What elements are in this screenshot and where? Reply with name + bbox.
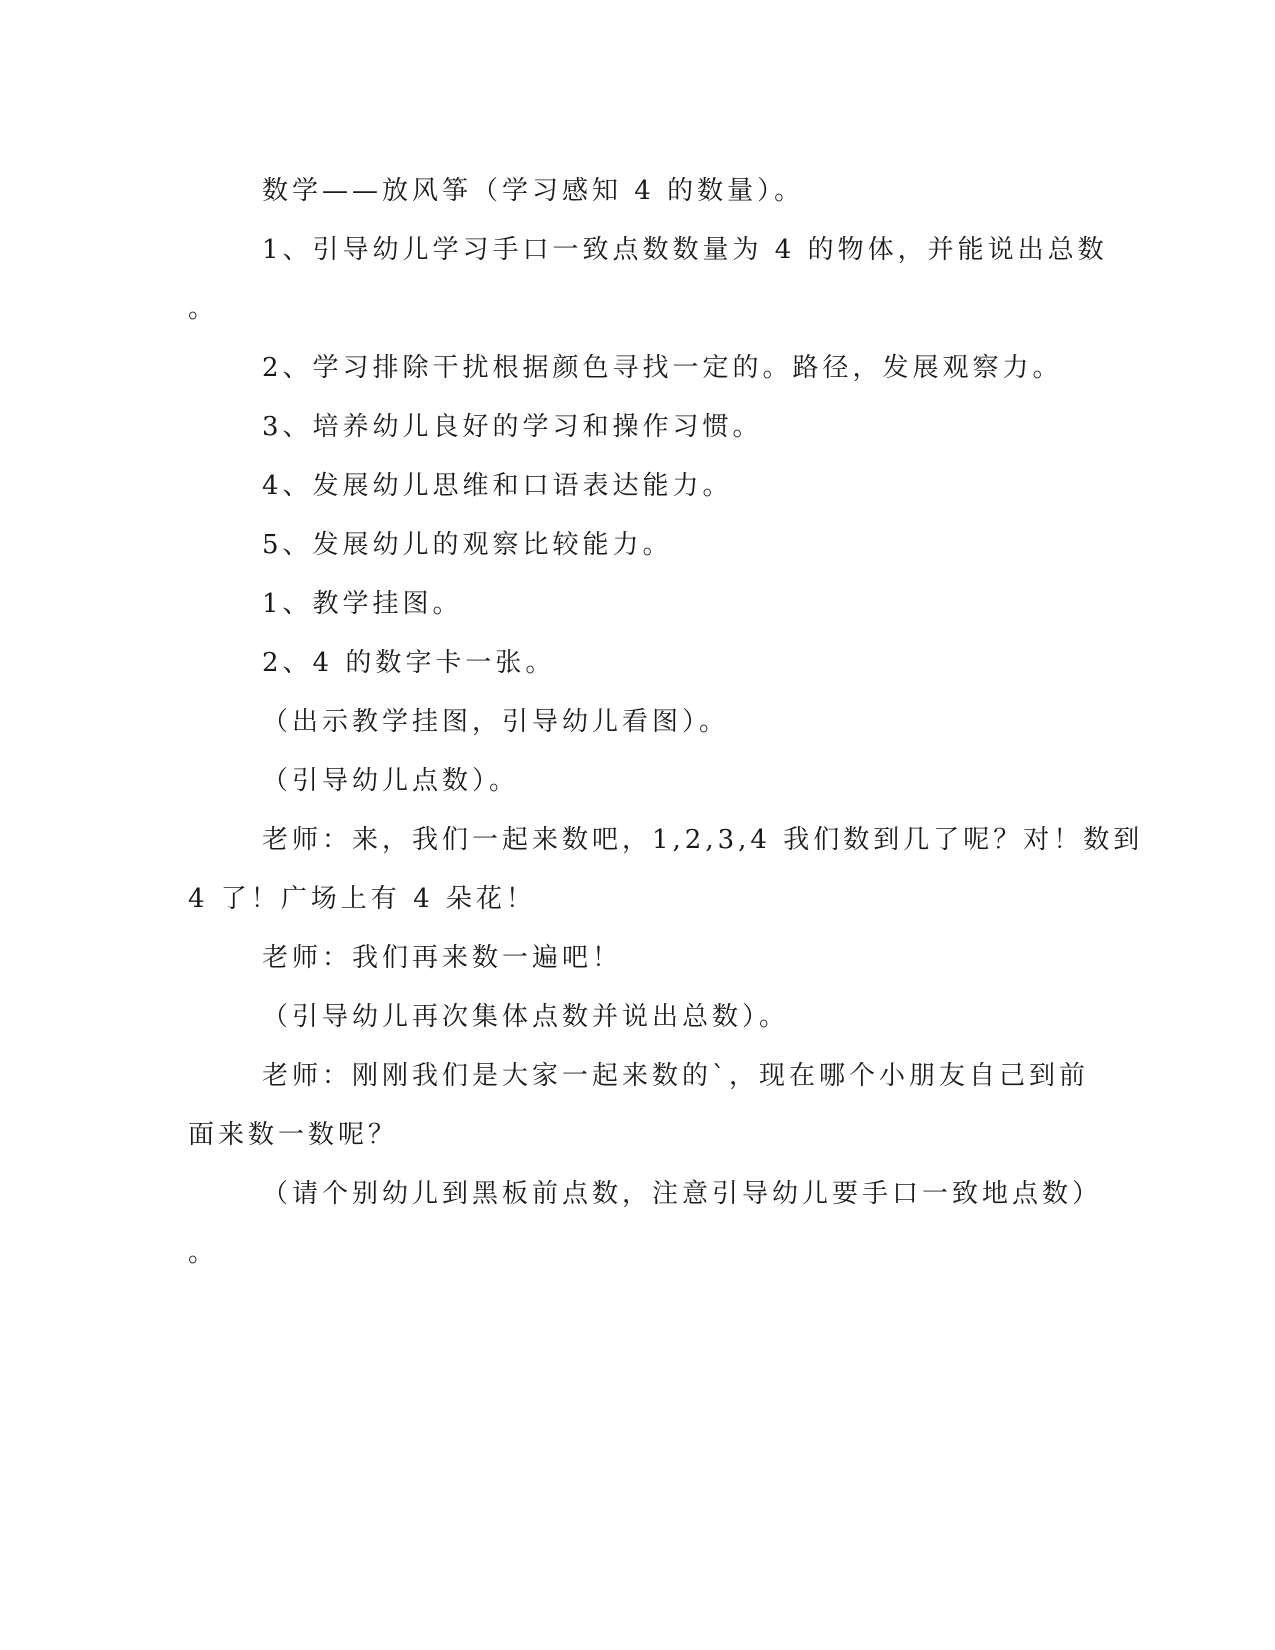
paragraph-teacher-3-cont: 面来数一数呢？ bbox=[188, 1120, 399, 1150]
paragraph-teacher-1-cont: 4 了！广场上有 4 朵花！ bbox=[188, 884, 536, 914]
paragraph-objective-4: 4、发展幼儿思维和口语表达能力。 bbox=[262, 471, 733, 501]
paragraph-objective-5: 5、发展幼儿的观察比较能力。 bbox=[262, 530, 673, 560]
paragraph-objective-1: 1、引导幼儿学习手口一致点数数量为 4 的物体，并能说出总数 bbox=[262, 235, 1108, 265]
paragraph-teacher-1: 老师：来，我们一起来数吧，1,2,3,4 我们数到几了呢？对！数到 bbox=[262, 825, 1144, 855]
paragraph-objective-3: 3、培养幼儿良好的学习和操作习惯。 bbox=[262, 412, 763, 442]
paragraph-material-2: 2、4 的数字卡一张。 bbox=[262, 648, 556, 678]
paragraph-step-4: （请个别幼儿到黑板前点数，注意引导幼儿要手口一致地点数） bbox=[262, 1179, 1103, 1209]
paragraph-objective-2: 2、学习排除干扰根据颜色寻找一定的。路径，发展观察力。 bbox=[262, 353, 1063, 383]
paragraph-teacher-3: 老师：刚刚我们是大家一起来数的`，现在哪个小朋友自己到前 bbox=[262, 1061, 1090, 1091]
paragraph-step-2: （引导幼儿点数）。 bbox=[262, 766, 520, 796]
paragraph-step-1: （出示教学挂图，引导幼儿看图）。 bbox=[262, 707, 730, 737]
paragraph-teacher-2: 老师：我们再来数一遍吧！ bbox=[262, 943, 623, 973]
paragraph-title: 数学——放风筝（学习感知 4 的数量）。 bbox=[262, 176, 805, 206]
paragraph-material-1: 1、教学挂图。 bbox=[262, 589, 463, 619]
paragraph-step-3: （引导幼儿再次集体点数并说出总数）。 bbox=[262, 1002, 790, 1032]
paragraph-step-4-end: 。 bbox=[188, 1238, 219, 1268]
paragraph-objective-1-end: 。 bbox=[188, 294, 219, 324]
